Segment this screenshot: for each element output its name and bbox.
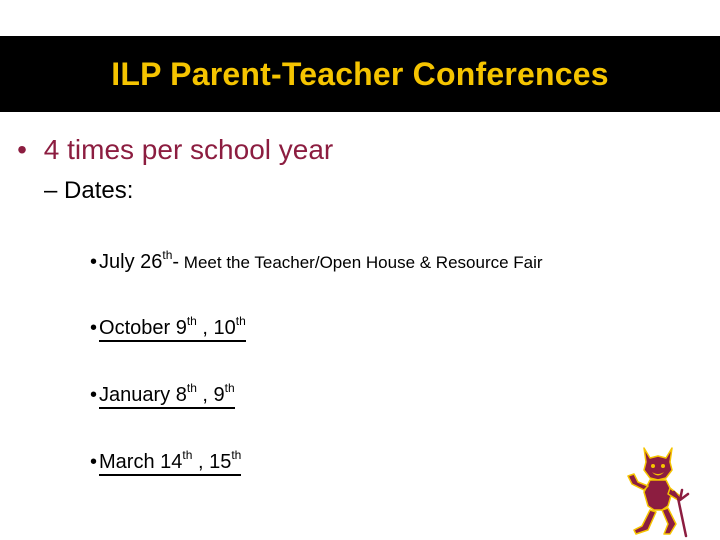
title-bar <box>0 36 720 112</box>
sub-bullet <box>44 177 133 205</box>
date-item-january <box>90 381 235 409</box>
date-text: July 26 <box>99 251 163 273</box>
date-suffix-2: th <box>224 381 235 395</box>
date-suffix-2: th <box>235 314 246 328</box>
date-suffix: th <box>182 448 193 462</box>
sub-bullet-text: – Dates: <box>44 177 134 204</box>
bullet-glyph: • <box>90 317 98 339</box>
date-text: January 8 <box>99 384 187 406</box>
sun-devil-mascot-icon <box>622 440 692 540</box>
date-suffix: th <box>186 314 197 328</box>
date-suffix: th <box>162 248 173 262</box>
date-item-july <box>90 248 543 274</box>
bullet-glyph: • <box>17 134 27 165</box>
date-suffix: th <box>186 381 197 395</box>
date-description: Meet the Teacher/Open House & Resource Fair <box>179 253 543 272</box>
date-second: , 9 <box>196 384 225 406</box>
date-underlined <box>99 314 246 342</box>
slide-title: ILP Parent-Teacher Conferences <box>111 55 609 92</box>
date-item-october <box>90 314 246 342</box>
bullet-glyph: • <box>90 251 98 273</box>
date-underlined <box>99 381 235 409</box>
date-text: March 14 <box>99 451 183 473</box>
main-bullet-text: 4 times per school year <box>43 134 334 165</box>
date-suffix-2: th <box>231 448 242 462</box>
date-underlined <box>99 448 242 476</box>
date-item-march <box>90 448 242 476</box>
date-second: , 15 <box>192 451 232 473</box>
main-bullet <box>8 134 333 166</box>
date-dash: - <box>172 251 180 273</box>
date-text: October 9 <box>99 317 187 339</box>
date-second: , 10 <box>196 317 236 339</box>
bullet-glyph: • <box>90 384 98 406</box>
bullet-glyph: • <box>90 451 98 473</box>
